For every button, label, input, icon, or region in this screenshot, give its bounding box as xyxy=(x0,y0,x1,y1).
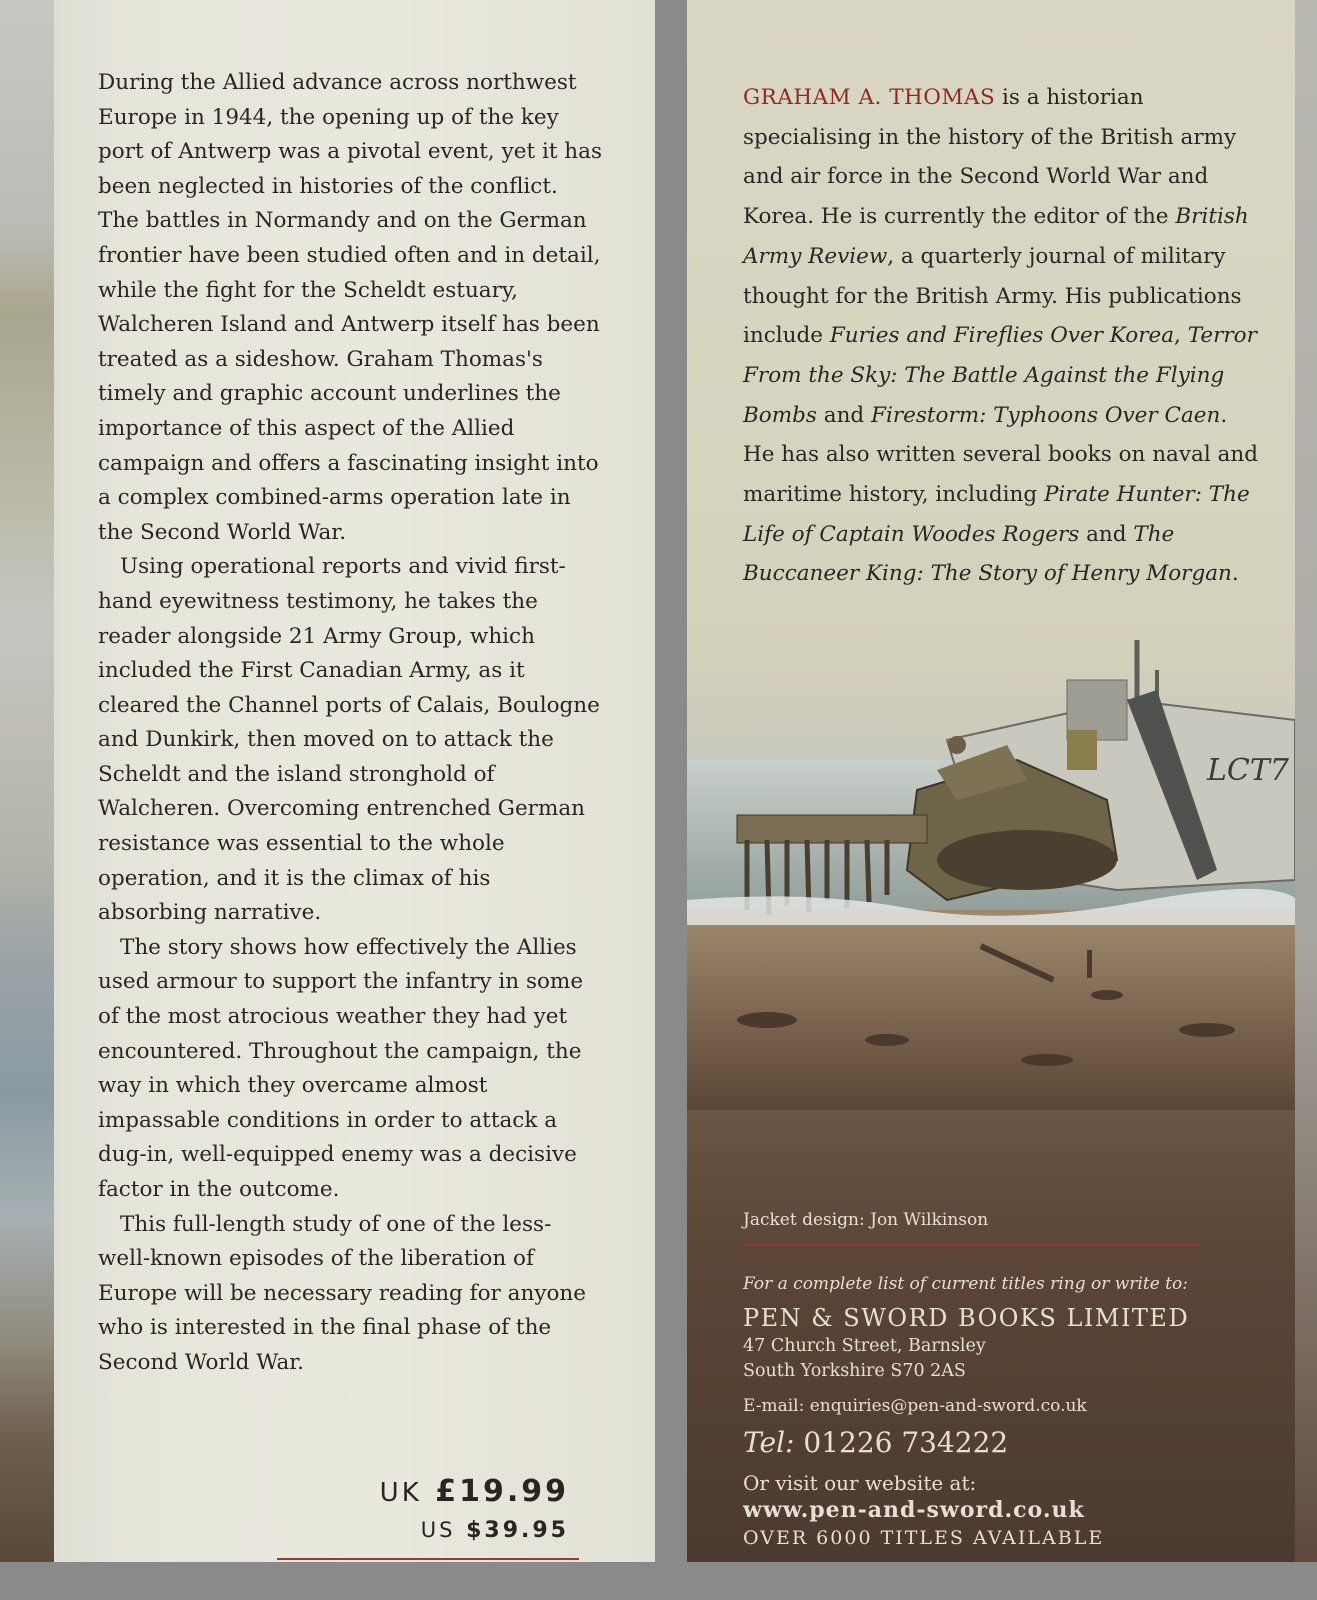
publisher-info xyxy=(743,1210,1263,1549)
address-line-1: 47 Church Street, Barnsley xyxy=(743,1336,986,1356)
publisher-name: PEN & SWORD BOOKS LIMITED xyxy=(743,1304,1190,1332)
price-uk-amount: £19.99 xyxy=(435,1474,569,1509)
price-uk-currency: UK xyxy=(379,1478,422,1508)
publisher-email: E-mail: enquiries@pen-and-sword.co.uk xyxy=(743,1396,1087,1416)
book-title: Furies and Fireflies Over Korea xyxy=(829,323,1175,349)
bio-text: is a historian specialising in the history of the British army and air force in the Second World War and Korea. He is currently the editor of the xyxy=(743,85,1237,230)
synopsis-paragraph: This full-length study of one of the less-well-known episodes of the liberation of Europe will be necessary reading for anyone who is interested in the final phase of the Second World War. xyxy=(98,1211,586,1375)
price-us xyxy=(421,1518,569,1543)
ship-marking: LCT7 xyxy=(1207,753,1289,788)
book-title: Pirate Hunter: The Life of Captain Woodes Rogers xyxy=(743,482,1250,547)
website-intro: Or visit our website at: xyxy=(743,1471,977,1495)
book-title: Terror From the Sky: The Battle Against the Flying Bombs xyxy=(743,323,1257,428)
bio-text: , a quarterly journal of military thought for the British Army. His publications include xyxy=(743,243,1242,349)
book-title: The Buccaneer King: The Story of Henry Morgan xyxy=(743,521,1232,587)
journal-title: British Army Review xyxy=(743,204,1249,269)
bio-text: and xyxy=(816,402,872,428)
price-us-amount: $39.95 xyxy=(466,1518,569,1543)
synopsis-paragraph: The story shows how effectively the Allies used armour to support the infantry in some of the most atrocious weather they had yet encountered. Throughout the campaign, the way in which they overcame almost impassable conditions in order to attack a dug-in, well-equipped enemy was a decisive factor in the outcome. xyxy=(98,934,584,1202)
price-us-currency: US xyxy=(420,1518,456,1542)
jacket-design-credit: Jacket design: Jon Wilkinson xyxy=(743,1210,989,1230)
credit-divider xyxy=(743,1244,1198,1246)
synopsis-paragraph: Using operational reports and vivid first-hand eyewitness testimony, he takes the reader alongside 21 Army Group, which included the First Canadian Army, as it cleared the Channel ports of Calais, Boulogne and Dunkirk, then moved on to attack the Scheldt and the island stronghold of Walcheren. Overcoming entrenched German resistance was essential to the whole operation, and it is the climax of his absorbing narrative. xyxy=(98,554,600,926)
cover-photo-edge xyxy=(0,0,54,1562)
publisher-website: www.pen-and-sword.co.uk xyxy=(743,1497,1085,1523)
bio-text: . xyxy=(1231,561,1239,587)
address-line-2: South Yorkshire S70 2AS xyxy=(743,1361,966,1381)
front-flap xyxy=(0,0,655,1562)
cover-photo-edge-right xyxy=(1295,0,1317,1562)
bio-text: . He has also written several books on naval and maritime history, including xyxy=(743,402,1258,508)
titles-available: OVER 6000 TITLES AVAILABLE xyxy=(743,1527,1105,1549)
titles-list-intro: For a complete list of current titles ring or write to: xyxy=(743,1274,1188,1294)
author-bio xyxy=(743,78,1263,594)
publisher-phone xyxy=(743,1426,1263,1459)
price-uk xyxy=(380,1474,569,1509)
bio-text: and xyxy=(1079,521,1134,547)
author-name: GRAHAM A. THOMAS xyxy=(743,85,996,110)
bio-text: , xyxy=(1174,323,1188,349)
price-divider xyxy=(277,1558,579,1560)
synopsis-text xyxy=(98,66,603,1381)
back-flap xyxy=(687,0,1295,1562)
beach xyxy=(687,910,1295,1110)
tel-number: 01226 734222 xyxy=(794,1426,1009,1459)
tel-label: Tel: xyxy=(743,1426,795,1459)
book-title: Firestorm: Typhoons Over Caen xyxy=(871,402,1221,428)
landing-craft-tank-photo xyxy=(687,640,1295,1110)
synopsis-paragraph: During the Allied advance across northwest Europe in 1944, the opening up of the key port of Antwerp was a pivotal event, yet it has been neglected in histories of the conflict. The battles in Normandy and on the German frontier have been studied often and in detail, while the fight for the Scheldt estuary, Walcheren Island and Antwerp itself has been treated as a sideshow. Graham Thomas's timely and graphic account underlines the importance of this aspect of the Allied campaign and offers a fascinating insight into a complex combined-arms operation late in the Second World War. xyxy=(98,70,602,545)
